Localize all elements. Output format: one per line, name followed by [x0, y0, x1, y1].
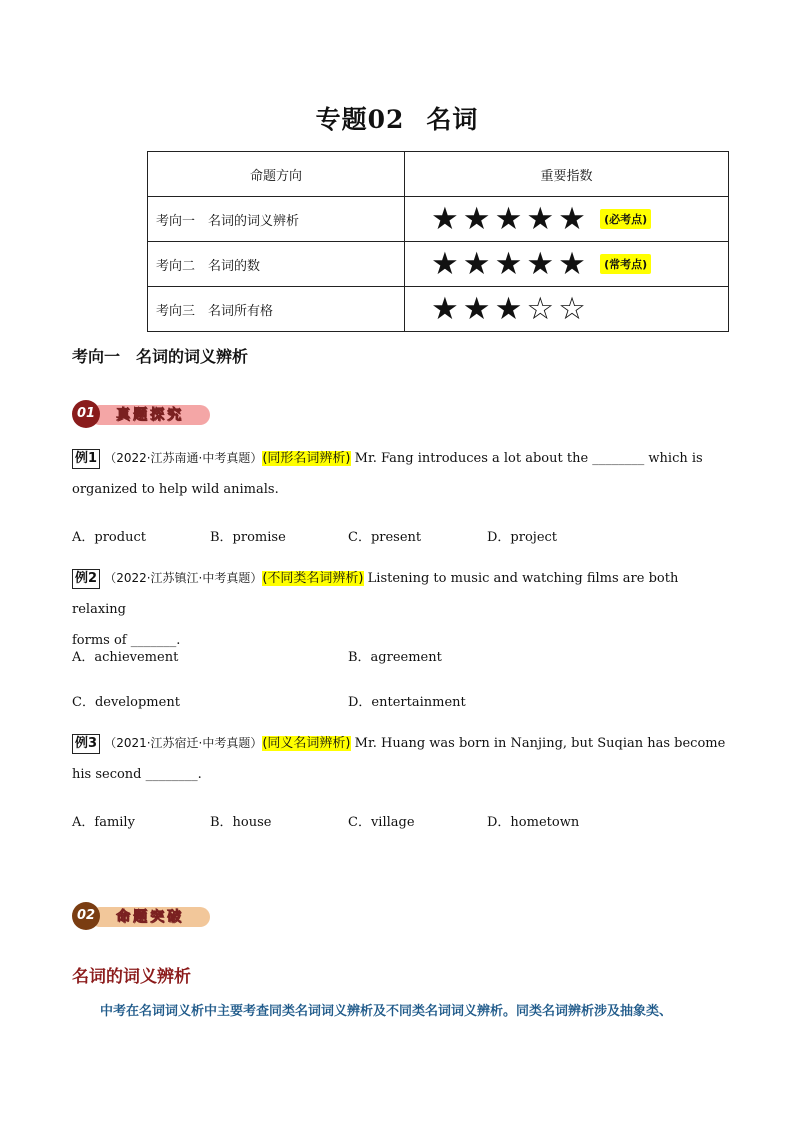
often-test-badge: (常考点)	[600, 254, 651, 274]
question-1	[72, 443, 732, 505]
badge-label: 真题探究	[90, 405, 210, 425]
badge-number: 01	[72, 400, 100, 428]
header-direction: 命题方向	[148, 152, 405, 197]
star-rating: ★★★★★	[431, 245, 590, 282]
question-text-line2: his second ________.	[72, 767, 202, 782]
example-label: 例1	[72, 449, 100, 469]
title-main: 专题02	[315, 105, 405, 134]
must-test-badge: (必考点)	[600, 209, 651, 229]
header-importance: 重要指数	[405, 152, 729, 197]
option-c[interactable]: C．village	[348, 815, 415, 830]
section-badge-02	[72, 904, 212, 930]
question-text-line1: Mr. Fang introduces a lot about the ________ which is	[354, 451, 703, 466]
option-b[interactable]: B．house	[210, 815, 272, 830]
question-text-line1: Mr. Huang was born in Nanjing, but Suqian has become	[354, 736, 726, 751]
row-rating	[405, 242, 729, 287]
question-text-line2: organized to help wild animals.	[72, 482, 279, 497]
row-direction: 考向一 名词的词义辨析	[148, 197, 405, 242]
row-rating	[405, 197, 729, 242]
importance-table	[147, 151, 729, 332]
option-a[interactable]: A．product	[72, 530, 146, 545]
question-source: （2021·江苏宿迁·中考真题）	[104, 736, 263, 750]
option-b[interactable]: B．agreement	[348, 650, 442, 665]
row-rating	[405, 287, 729, 332]
option-d[interactable]: D．project	[487, 530, 558, 545]
section-heading: 考向一 名词的词义辨析	[72, 347, 249, 366]
star-rating: ★★★☆☆	[431, 290, 590, 327]
question-source: （2022·江苏南通·中考真题）	[104, 451, 263, 465]
table-header-row	[148, 152, 729, 197]
question-text-line2: forms of _______.	[72, 633, 181, 648]
question-2	[72, 563, 732, 656]
section-badge-01	[72, 402, 212, 428]
question-tag: (同形名词辨析)	[262, 451, 351, 466]
option-d[interactable]: D．entertainment	[348, 695, 466, 710]
option-c[interactable]: C．present	[348, 530, 422, 545]
question-tag: (不同类名词辨析)	[262, 571, 364, 586]
option-c[interactable]: C．development	[72, 695, 180, 710]
badge-number: 02	[72, 902, 100, 930]
table-row	[148, 197, 729, 242]
question-tag: (同义名词辨析)	[262, 736, 351, 751]
example-label: 例3	[72, 734, 100, 754]
option-d[interactable]: D．hometown	[487, 815, 580, 830]
page-title	[0, 100, 794, 136]
option-a[interactable]: A．achievement	[72, 650, 179, 665]
option-a[interactable]: A．family	[72, 815, 135, 830]
question-stem	[72, 443, 732, 474]
title-sub: 名词	[426, 105, 479, 134]
table-row	[148, 242, 729, 287]
example-label: 例2	[72, 569, 100, 589]
table-row	[148, 287, 729, 332]
question-stem	[72, 728, 732, 759]
question-text-line1: Listening to music and watching films are both relaxing	[72, 571, 679, 617]
row-direction: 考向二 名词的数	[148, 242, 405, 287]
star-rating: ★★★★★	[431, 200, 590, 237]
question-source: （2022·江苏镇江·中考真题）	[104, 571, 263, 585]
question-3	[72, 728, 732, 790]
badge-label: 命题突破	[90, 907, 210, 927]
option-b[interactable]: B．promise	[210, 530, 286, 545]
intro-paragraph: 中考在名词词义析中主要考查同类名词词义辨析及不同类名词词义辨析。同类名词辨析涉及抽象类、	[100, 1004, 673, 1019]
row-direction: 考向三 名词所有格	[148, 287, 405, 332]
subsection-heading: 名词的词义辨析	[72, 967, 191, 987]
question-stem	[72, 563, 732, 625]
